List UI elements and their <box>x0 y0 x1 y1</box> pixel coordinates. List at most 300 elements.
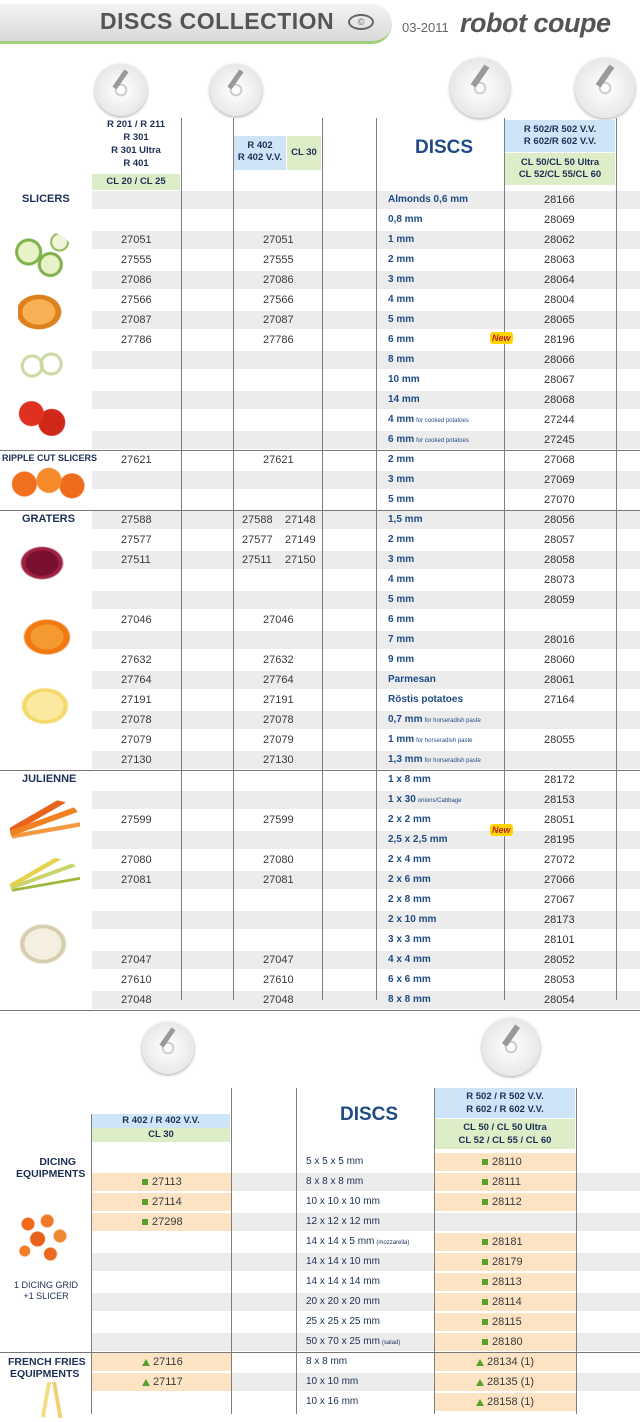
disc-label <box>388 950 433 971</box>
table-row <box>0 650 640 670</box>
ref-number: 27298 <box>152 1216 183 1228</box>
ref-col1: 27191 <box>121 694 152 706</box>
disc-size: 0,7 mm <box>388 714 423 725</box>
ref-col2: 27051 <box>263 234 294 246</box>
disc-size: 50 x 70 x 25 mm <box>306 1336 380 1347</box>
disc-size: 12 x 12 x 12 mm <box>306 1216 380 1227</box>
ref-number: 28135 (1) <box>487 1376 535 1388</box>
col1-model: R 201 / R 211 <box>106 119 166 130</box>
disc-size: 4 mm <box>388 574 415 585</box>
ref-number: 27066 <box>544 874 575 886</box>
disc-size: 25 x 25 x 25 mm <box>306 1316 380 1327</box>
disc-size: 2 x 4 mm <box>388 854 431 865</box>
ref-number: 27069 <box>544 474 575 486</box>
disc-size: 1,3 mm <box>388 754 423 765</box>
disc-size: 10 mm <box>388 374 420 385</box>
ref-col1: 27566 <box>121 294 152 306</box>
table-row <box>0 1212 640 1232</box>
ref-col1: 27555 <box>121 254 152 266</box>
triangle-bullet-icon <box>142 1379 150 1386</box>
disc-label <box>306 1312 382 1333</box>
ref-number: 28053 <box>544 974 575 986</box>
column-divider <box>434 1088 435 1414</box>
ref-col1: 27081 <box>121 874 152 886</box>
grated-cheese-image-icon <box>14 682 76 730</box>
table-row <box>0 530 640 550</box>
julienne-zucchini-image-icon <box>10 858 80 902</box>
disc-label <box>388 830 449 851</box>
ref-number: 27116 <box>153 1356 183 1368</box>
t2-col3-header <box>435 1088 575 1118</box>
ref-number: 28051 <box>544 814 575 826</box>
ref-col3 <box>482 1192 522 1212</box>
table-row <box>0 430 640 450</box>
col1-model: R 301 <box>123 132 149 143</box>
disc-size: 3 mm <box>388 474 415 485</box>
table-row <box>0 1392 640 1412</box>
table-row <box>0 750 640 770</box>
disc-label <box>388 370 422 391</box>
carrot-slices-image-icon <box>8 466 90 502</box>
disc-size: 5 mm <box>388 494 415 505</box>
disc-size: 2 x 8 mm <box>388 894 431 905</box>
table-row <box>0 1332 640 1352</box>
melon-image-icon <box>18 288 70 336</box>
disc-size: 6 mm <box>388 614 415 625</box>
table-row <box>0 510 640 530</box>
disc-label <box>306 1392 360 1413</box>
ref-col1 <box>142 1352 183 1372</box>
disc-size: 0,8 mm <box>388 214 423 225</box>
onion-image-icon <box>16 346 70 386</box>
col4-sub-model: CL 52/CL 55/CL 60 <box>518 169 602 180</box>
disc-size: 2 x 10 mm <box>388 914 437 925</box>
tomato-image-icon <box>14 396 72 440</box>
dicing-section-label <box>16 1156 86 1180</box>
ref-col2: 27632 <box>263 654 294 666</box>
table-row <box>0 1292 640 1312</box>
ref-number: 28111 <box>492 1176 521 1188</box>
table-row <box>0 710 640 730</box>
ref-col1: 27078 <box>121 714 152 726</box>
table-row <box>0 630 640 650</box>
table-row <box>0 910 640 930</box>
col2-subheader: CL 30 <box>287 136 321 170</box>
disc-label <box>306 1232 409 1253</box>
disc-size: 6 x 6 mm <box>388 974 431 985</box>
table-row <box>0 190 640 210</box>
disc-label <box>388 690 465 711</box>
square-bullet-icon <box>482 1339 488 1345</box>
disc-size: Röstis potatoes <box>388 694 464 705</box>
table-row <box>0 990 640 1010</box>
table-row <box>0 290 640 310</box>
ref-number: 28057 <box>544 534 575 546</box>
grated-carrot-image-icon <box>14 612 80 662</box>
ref-col1: 27621 <box>121 454 152 466</box>
ref-col2: 27048 <box>263 994 294 1006</box>
section-label-line: EQUIPMENTS <box>16 1168 86 1180</box>
ref-number: 28064 <box>544 274 575 286</box>
diced-carrot-image-icon <box>12 1206 76 1266</box>
disc-size: Parmesan <box>388 674 436 685</box>
disc-note: for horseradish paste <box>424 758 481 764</box>
table-row <box>0 1352 640 1372</box>
disc-size: 4 mm <box>388 414 415 425</box>
column-divider <box>296 1088 297 1414</box>
disc-note: (mozzarella) <box>376 1240 410 1246</box>
disc-size: 2,5 x 2,5 mm <box>388 834 448 845</box>
ref-number: 27113 <box>152 1176 182 1188</box>
ref-number: 28060 <box>544 654 575 666</box>
disc-size: 1,5 mm <box>388 514 423 525</box>
ref-number: 27070 <box>544 494 575 506</box>
disc-label <box>306 1192 382 1213</box>
disc-note: (salad) <box>381 1340 401 1346</box>
julienne-celery-image-icon <box>10 916 76 972</box>
ref-col3 <box>482 1232 523 1252</box>
ref-col1: 27087 <box>121 314 152 326</box>
ref-col2: 27047 <box>263 954 294 966</box>
t2-col3-subheader <box>435 1119 575 1149</box>
disc-label <box>388 390 422 411</box>
col4-sub-model: CL 50/CL 50 Ultra <box>520 157 600 168</box>
table-row <box>0 1272 640 1292</box>
disc-size: 8 mm <box>388 354 415 365</box>
table-row <box>0 550 640 570</box>
ref-number: 27245 <box>544 434 575 446</box>
table-row <box>0 810 640 830</box>
disc-note: for cooked potatoes <box>416 438 469 444</box>
disc-label <box>306 1272 382 1293</box>
beetroot-image-icon <box>12 540 72 586</box>
ref-col2: 27610 <box>263 974 294 986</box>
table-row <box>0 1252 640 1272</box>
disc-label <box>388 650 416 671</box>
column-divider <box>504 118 505 1000</box>
disc-label <box>388 590 416 611</box>
triangle-bullet-icon <box>476 1359 484 1366</box>
ref-number: 28066 <box>544 354 575 366</box>
ref-col3 <box>482 1332 523 1352</box>
disc-label <box>388 710 481 731</box>
ref-number: 28065 <box>544 314 575 326</box>
disc-label <box>388 810 433 831</box>
disc-label <box>388 990 433 1011</box>
ref-number: 28172 <box>544 774 575 786</box>
new-badge: New <box>492 825 511 835</box>
col1-model: R 301 Ultra <box>111 145 161 156</box>
section-label: GRATERS <box>22 513 75 525</box>
date-label: 03-2011 <box>402 20 449 35</box>
table-row <box>0 390 640 410</box>
disc-size: 8 x 8 x 8 mm <box>306 1176 364 1187</box>
square-bullet-icon <box>142 1219 148 1225</box>
dicing-table <box>0 1010 640 1422</box>
disc-size: 10 x 10 x 10 mm <box>306 1196 380 1207</box>
ref-number: 28058 <box>544 554 575 566</box>
ref-number: 28113 <box>492 1276 522 1288</box>
ref-number: 28196 <box>544 334 575 346</box>
disc-label <box>388 490 416 511</box>
disc-size: 2 mm <box>388 254 415 265</box>
square-bullet-icon <box>482 1179 488 1185</box>
fries-image-icon <box>30 1382 80 1418</box>
disc-size: 8 x 8 mm <box>388 994 431 1005</box>
ref-number: 28173 <box>544 914 575 926</box>
disc-label <box>306 1212 382 1233</box>
col4-header <box>505 120 615 152</box>
ref-col2: 27786 <box>263 334 294 346</box>
table-row <box>0 470 640 490</box>
disc-label <box>388 530 416 551</box>
ref-number: 28181 <box>492 1236 523 1248</box>
ref-number: 27244 <box>544 414 575 426</box>
disc-image-icon <box>95 64 147 116</box>
square-bullet-icon <box>482 1239 488 1245</box>
ref-col2: 27081 <box>263 874 294 886</box>
disc-label <box>388 630 416 651</box>
disc-size: 1 mm <box>388 734 415 745</box>
t2-discs-heading: DISCS <box>340 1104 399 1125</box>
ref-col1 <box>142 1172 182 1192</box>
table-row <box>0 310 640 330</box>
ref-col3 <box>482 1252 523 1272</box>
ref-number: 28069 <box>544 214 575 226</box>
ref-col3 <box>482 1172 521 1192</box>
disc-label <box>388 470 416 491</box>
table-row <box>0 250 640 270</box>
ref-col2: 27555 <box>263 254 294 266</box>
disc-note: for horseradish paste <box>416 738 473 744</box>
ref-col2: 27577 <box>242 534 273 546</box>
column-divider <box>181 118 182 1000</box>
ref-number: 28067 <box>544 374 575 386</box>
square-bullet-icon <box>482 1319 488 1325</box>
table-row <box>0 1372 640 1392</box>
column-divider <box>576 1088 577 1414</box>
ref-col2: 27046 <box>263 614 294 626</box>
ref-col3: 27148 <box>285 514 316 526</box>
ref-col2: 27588 <box>242 514 273 526</box>
disc-label <box>388 570 416 591</box>
table-row <box>0 730 640 750</box>
col2-model: R 402 V.V. <box>237 152 283 163</box>
disc-label <box>388 210 424 231</box>
ref-col1: 27599 <box>121 814 152 826</box>
disc-label <box>306 1152 365 1173</box>
table-row <box>0 770 640 790</box>
column-divider <box>233 118 234 1000</box>
ref-number: 28004 <box>544 294 575 306</box>
disc-label <box>388 910 438 931</box>
ref-col2: 27621 <box>263 454 294 466</box>
square-bullet-icon <box>482 1299 488 1305</box>
ref-number: 28061 <box>544 674 575 686</box>
disc-label <box>388 870 433 891</box>
ref-col2: 27079 <box>263 734 294 746</box>
square-bullet-icon <box>142 1179 148 1185</box>
t2-col3-model: R 602 / R 602 V.V. <box>466 1104 544 1115</box>
column-divider <box>616 118 617 1000</box>
square-bullet-icon <box>482 1159 488 1165</box>
table-row <box>0 850 640 870</box>
ref-col3: 27149 <box>285 534 316 546</box>
fries-section-label <box>8 1356 86 1380</box>
ref-col2: 27764 <box>263 674 294 686</box>
ref-number: 27067 <box>544 894 575 906</box>
disc-size: 14 x 14 x 10 mm <box>306 1256 380 1267</box>
table-row <box>0 1172 640 1192</box>
table-row <box>0 350 640 370</box>
table-row <box>0 230 640 250</box>
table-row <box>0 670 640 690</box>
square-bullet-icon <box>482 1259 488 1265</box>
ref-col3 <box>476 1352 534 1372</box>
ref-number: 27072 <box>544 854 575 866</box>
ref-col1 <box>142 1212 183 1232</box>
disc-size: 9 mm <box>388 654 415 665</box>
ref-col1: 27610 <box>121 974 152 986</box>
ref-number: 27068 <box>544 454 575 466</box>
col1-header <box>92 118 180 174</box>
ref-col3: 27150 <box>285 554 316 566</box>
disc-label <box>388 350 416 371</box>
table-row <box>0 610 640 630</box>
ref-col1: 27080 <box>121 854 152 866</box>
section-label-line: EQUIPMENTS <box>10 1368 80 1380</box>
table-row <box>0 210 640 230</box>
ref-col2: 27078 <box>263 714 294 726</box>
ref-number: 28059 <box>544 594 575 606</box>
ref-col2: 27566 <box>263 294 294 306</box>
disc-label <box>388 410 469 431</box>
disc-label <box>306 1332 400 1353</box>
disc-size: 3 mm <box>388 554 415 565</box>
disc-size: 2 mm <box>388 534 415 545</box>
t2-col3-sub-model: CL 52 / CL 55 / CL 60 <box>458 1135 552 1146</box>
ref-number: 28016 <box>544 634 575 646</box>
disc-size: 20 x 20 x 20 mm <box>306 1296 380 1307</box>
ref-col3 <box>476 1392 534 1412</box>
triangle-bullet-icon <box>142 1359 150 1366</box>
disc-label <box>388 850 433 871</box>
ref-number: 28054 <box>544 994 575 1006</box>
disc-size: 3 x 3 mm <box>388 934 431 945</box>
ref-col3 <box>482 1152 522 1172</box>
section-label: SLICERS <box>22 193 70 205</box>
disc-label <box>388 890 433 911</box>
disc-label <box>388 770 433 791</box>
brand-logo: robot coupe <box>460 8 611 38</box>
disc-size: 7 mm <box>388 634 415 645</box>
disc-size: Almonds 0,6 mm <box>388 194 469 205</box>
ref-col2: 27130 <box>263 754 294 766</box>
disc-size: 4 mm <box>388 294 415 305</box>
ref-col1: 27051 <box>121 234 152 246</box>
square-bullet-icon <box>142 1199 148 1205</box>
disc-label <box>306 1372 360 1393</box>
col1-model: R 401 <box>123 158 149 169</box>
ref-col1: 27130 <box>121 754 152 766</box>
table-row <box>0 270 640 290</box>
ref-number: 28115 <box>492 1316 522 1328</box>
ref-col1: 27764 <box>121 674 152 686</box>
discs-heading: DISCS <box>415 137 474 158</box>
ref-col1 <box>142 1192 182 1212</box>
logo-mark-icon: © <box>348 14 374 30</box>
disc-note: for horseradish paste <box>424 718 481 724</box>
table-row <box>0 1152 640 1172</box>
table-row <box>0 570 640 590</box>
ref-col2: 27080 <box>263 854 294 866</box>
page-title: DISCS COLLECTION <box>100 8 335 34</box>
disc-size: 5 mm <box>388 594 415 605</box>
col4-model: R 502/R 502 V.V. <box>523 124 597 135</box>
disc-size: 14 x 14 x 5 mm <box>306 1236 375 1247</box>
disc-label <box>388 670 438 691</box>
triangle-bullet-icon <box>476 1379 484 1386</box>
disc-label <box>388 230 416 251</box>
table-row <box>0 950 640 970</box>
julienne-carrot-image-icon <box>10 800 80 850</box>
row-shade <box>92 711 640 729</box>
column-divider <box>91 1114 92 1414</box>
ref-col2: 27086 <box>263 274 294 286</box>
table-row <box>0 1312 640 1332</box>
col1-subheader: CL 20 / CL 25 <box>92 174 180 190</box>
ref-number: 28056 <box>544 514 575 526</box>
note-line: 1 DICING GRID <box>14 1280 79 1290</box>
table-row <box>0 830 640 850</box>
section-label: RIPPLE CUT SLICERS <box>2 453 98 463</box>
disc-label <box>388 510 424 531</box>
t2-col3-model: R 502 / R 502 V.V. <box>466 1091 544 1102</box>
ref-col1: 27511 <box>121 554 151 566</box>
disc-label <box>388 330 416 351</box>
disc-size: 6 mm <box>388 334 415 345</box>
table-row <box>0 790 640 810</box>
table-row <box>0 1192 640 1212</box>
ref-number: 28110 <box>492 1156 522 1168</box>
ref-number: 28180 <box>492 1336 523 1348</box>
col2-model: R 402 <box>247 140 273 151</box>
disc-note: for cooked potatoes <box>416 418 469 424</box>
disc-label <box>388 190 470 211</box>
section-label-line: FRENCH FRIES <box>8 1356 86 1368</box>
table-row <box>0 870 640 890</box>
disc-label <box>388 290 416 311</box>
table-row <box>0 490 640 510</box>
disc-label <box>388 250 416 271</box>
ref-number: 28179 <box>492 1256 523 1268</box>
disc-size: 6 mm <box>388 434 415 445</box>
disc-label <box>388 450 416 471</box>
disc-label <box>388 310 416 331</box>
disc-image-icon <box>210 64 262 116</box>
ref-col1: 27588 <box>121 514 152 526</box>
table-row <box>0 1232 640 1252</box>
disc-size: 8 x 8 mm <box>306 1356 348 1367</box>
disc-label <box>306 1352 349 1373</box>
col4-model: R 602/R 602 V.V. <box>523 136 597 147</box>
table-row <box>0 890 640 910</box>
ref-col1: 27046 <box>121 614 152 626</box>
ref-number: 28158 (1) <box>487 1396 535 1408</box>
disc-image-icon <box>482 1018 540 1076</box>
ref-number: 28195 <box>544 834 575 846</box>
disc-label <box>306 1292 382 1313</box>
